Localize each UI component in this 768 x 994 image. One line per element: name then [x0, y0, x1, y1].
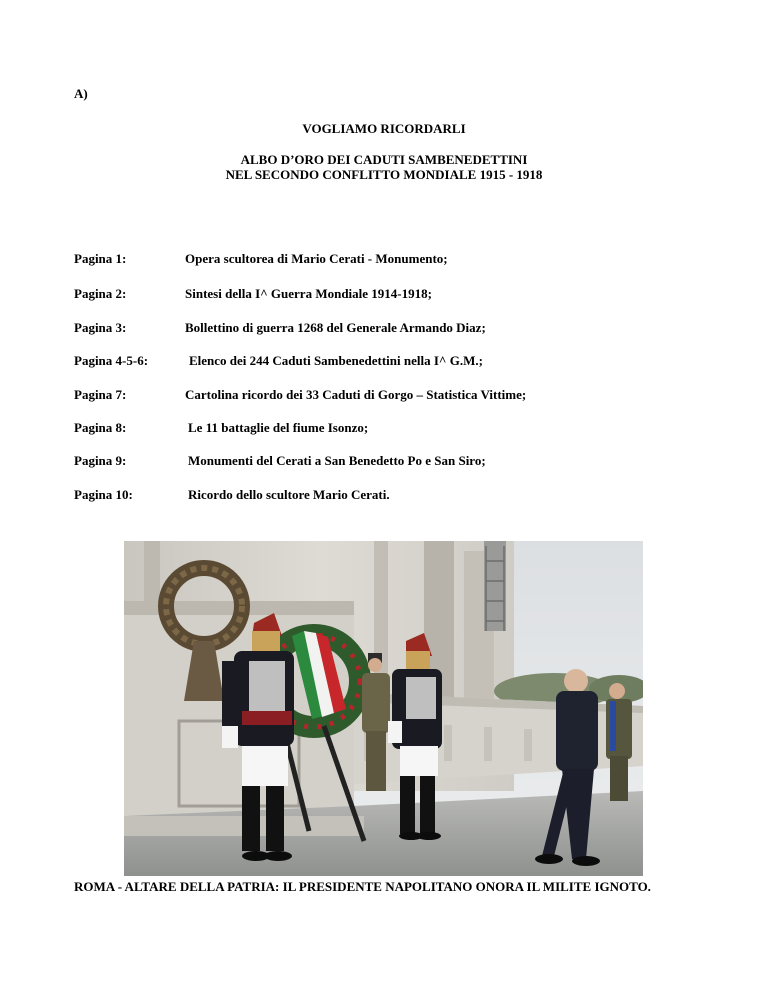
index-page: Pagina 9:: [74, 453, 127, 468]
index-page: Pagina 7:: [74, 387, 127, 402]
index-description: Opera scultorea di Mario Cerati - Monumento;: [185, 251, 448, 266]
index-page: Pagina 2:: [74, 286, 127, 301]
index-page: Pagina 4-5-6:: [74, 353, 149, 368]
page-title: VOGLIAMO RICORDARLI: [302, 121, 466, 136]
index-description: Sintesi della I^ Guerra Mondiale 1914-1918;: [185, 286, 432, 301]
index-description: Le 11 battaglie del fiume Isonzo;: [188, 420, 369, 435]
index-description: Ricordo dello scultore Mario Cerati.: [188, 487, 390, 502]
subtitle-line-1: ALBO D’ORO DEI CADUTI SAMBENEDETTINI: [240, 152, 528, 167]
ceremony-photo: [124, 541, 643, 876]
index-description: Elenco dei 244 Caduti Sambenedettini nella I^ G.M.;: [189, 353, 483, 368]
index-description: Bollettino di guerra 1268 del Generale Armando Diaz;: [185, 320, 486, 335]
index-page: Pagina 3:: [74, 320, 127, 335]
index-page: Pagina 1:: [74, 251, 127, 266]
section-label: A): [74, 86, 88, 101]
subtitle-line-2: NEL SECONDO CONFLITTO MONDIALE 1915 - 1918: [225, 167, 543, 182]
index-page: Pagina 10:: [74, 487, 133, 502]
photo-caption: ROMA - ALTARE DELLA PATRIA: IL PRESIDENTE NAPOLITANO ONORA IL MILITE IGNOTO.: [74, 879, 651, 894]
index-page: Pagina 8:: [74, 420, 127, 435]
index-description: Cartolina ricordo dei 33 Caduti di Gorgo – Statistica Vittime;: [185, 387, 527, 402]
ceremony-photo-illustration: [124, 541, 643, 876]
soldier-figure: [362, 653, 390, 791]
index-description: Monumenti del Cerati a San Benedetto Po e San Siro;: [188, 453, 486, 468]
